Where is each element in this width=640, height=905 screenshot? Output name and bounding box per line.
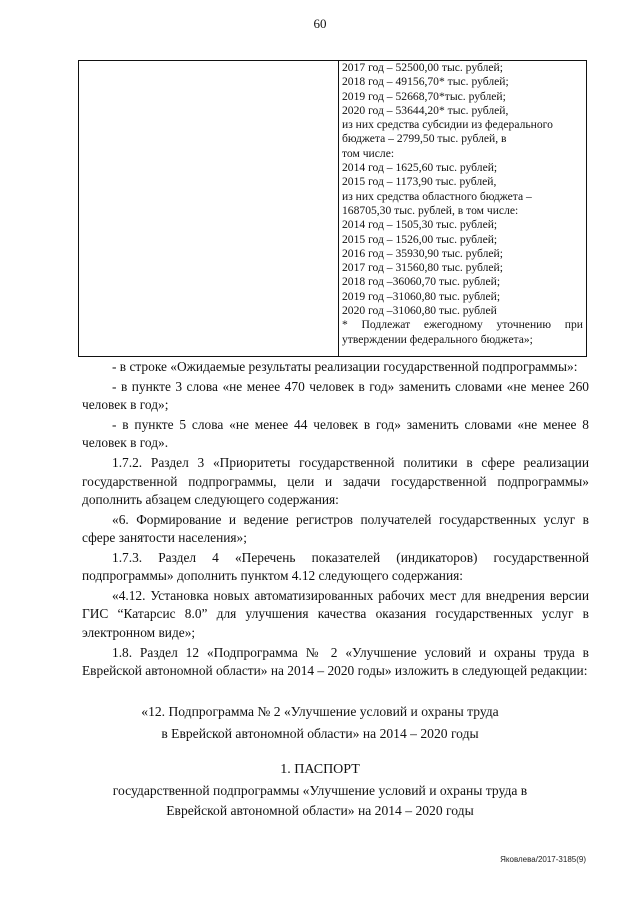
- passport-subtitle-line: государственной подпрограммы «Улучшение условий и охраны труда в: [112, 783, 528, 798]
- table-line: 2017 год – 52500,00 тыс. рублей;: [342, 61, 503, 74]
- table-line: 2019 год –31060,80 тыс. рублей;: [342, 289, 501, 303]
- table-right-cell: [339, 61, 586, 356]
- paragraph: «6. Формирование и ведение регистров получателей государственных услуг в сфере занятости населения»;: [82, 511, 589, 546]
- table-left-cell: [79, 61, 339, 356]
- table-line: из них средства областного бюджета –: [342, 189, 532, 203]
- document-reference: Яковлева/2017-3185(9): [500, 855, 586, 864]
- financing-table: [78, 60, 587, 357]
- table-line: 2018 год –36060,70 тыс. рублей;: [342, 275, 501, 289]
- passport-subtitle-line: Еврейской автономной области» на 2014 – 2020 годы: [166, 803, 474, 818]
- section-heading-line: «12. Подпрограмма № 2 «Улучшение условий и охраны труда: [141, 704, 499, 719]
- table-line: 2018 год – 49156,70* тыс. рублей;: [342, 75, 509, 89]
- paragraph: - в строке «Ожидаемые результаты реализации государственной подпрограммы»:: [112, 359, 578, 374]
- table-line: 2020 год –31060,80 тыс. рублей: [342, 304, 497, 318]
- table-line: 2016 год – 35930,90 тыс. рублей;: [342, 246, 503, 260]
- table-line: 2019 год – 52668,70*тыс. рублей;: [342, 89, 506, 103]
- passport-title: 1. ПАСПОРТ: [280, 762, 360, 777]
- paragraph: - в пункте 5 слова «не менее 44 человек в год» заменить словами «не менее 8 человек в год».: [82, 417, 589, 451]
- table-note-line: утверждении федерального бюджета»;: [342, 332, 533, 346]
- table-line: бюджета – 2799,50 тыс. рублей, в: [342, 132, 507, 146]
- paragraph: «4.12. Установка новых автоматизированных рабочих мест для внедрения версии ГИС “Катарсис 8.0” для улучшения качества оказания государственных услуг в электронном виде»;: [82, 588, 589, 640]
- paragraph: 1.8. Раздел 12 «Подпрограмма № 2 «Улучшение условий и охраны труда в Еврейской автономной области» на 2014 – 2020 годы» изложить в следующей редакции:: [82, 644, 589, 678]
- table-line: 2014 год – 1505,30 тыс. рублей;: [342, 218, 498, 232]
- passport-heading: [0, 760, 640, 821]
- section-heading: [0, 701, 640, 745]
- table-line: из них средства субсидии из федерального: [342, 118, 553, 132]
- paragraph: 1.7.3. Раздел 4 «Перечень показателей (индикаторов) государственной подпрограммы» дополнить пунктом 4.12 следующего содержания:: [82, 550, 589, 584]
- table-line: том числе:: [342, 146, 395, 160]
- table-line: 2015 год – 1173,90 тыс. рублей,: [342, 175, 497, 189]
- paragraph: 1.7.2. Раздел 3 «Приоритеты государственной политики в сфере реализации государственной подпрограммы, цели и задачи государственной подпрограммы» дополнить абзацем следующего содержания:: [82, 455, 589, 507]
- paragraph: - в пункте 3 слова «не менее 470 человек в год» заменить словами «не менее 260 человек в год»;: [82, 379, 589, 413]
- table-line: 168705,30 тыс. рублей, в том числе:: [342, 203, 519, 217]
- table-line: 2014 год – 1625,60 тыс. рублей;: [342, 161, 498, 175]
- amendments-text: [82, 358, 589, 682]
- section-heading-line: в Еврейской автономной области» на 2014 – 2020 годы: [161, 726, 479, 741]
- table-note-line: * Подлежат ежегодному уточнению при: [342, 318, 583, 332]
- table-line: 2015 год – 1526,00 тыс. рублей;: [342, 232, 498, 246]
- table-line: 2017 год – 31560,80 тыс. рублей;: [342, 261, 503, 275]
- page-number: 60: [313, 16, 327, 31]
- table-line: 2020 год – 53644,20* тыс. рублей,: [342, 103, 509, 117]
